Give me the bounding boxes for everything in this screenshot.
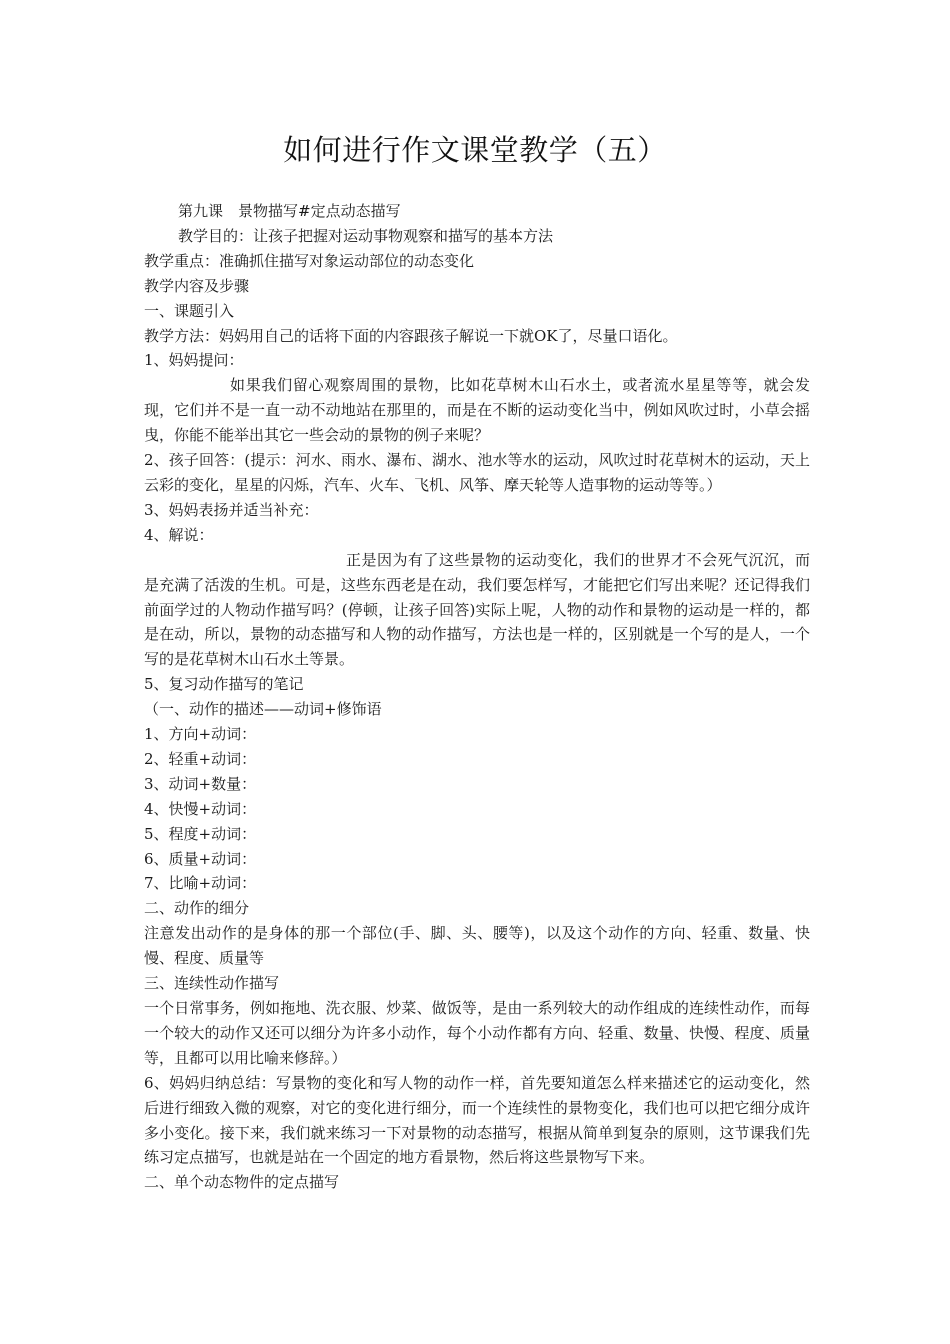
paragraph: 教学重点：准确抓住描写对象运动部位的动态变化 (144, 251, 475, 270)
paragraph: 4、解说： (144, 525, 214, 544)
list-item: 2、轻重+动词： (144, 749, 257, 768)
section-heading: 三、连续性动作描写 (144, 974, 280, 993)
paragraph: 2、孩子回答：(提示：河水、雨水、瀑布、湖水、池水等水的运动，风吹过时花草树木的运动，天上云彩的变化，星星的闪烁，汽车、火车、飞机、风筝、摩天轮等人造事物的运动等等。） (144, 451, 810, 494)
paragraph: 教学内容及步骤 (144, 276, 250, 295)
paragraph: 正是因为有了这些景物的运动变化，我们的世界才不会死气沉沉，而是充满了活泼的生机。可是，这些东西老是在动，我们要怎样写，才能把它们写出来呢？还记得我们前面学过的人物动作描写吗？(停顿，让孩子回答)实际上呢，人物的动作和景物的运动是一样的，都是在动，所以，景物的动态描写和人物的动作描写，方法也是一样的，区别就是一个写的是人，一个写的是花草树木山石水土等景。 (144, 550, 810, 669)
list-item: 7、比喻+动词： (144, 874, 257, 893)
document-body (144, 199, 810, 1195)
paragraph: 注意发出动作的是身体的那一个部位(手、脚、头、腰等)，以及这个动作的方向、轻重、数量、快慢、程度、质量等 (144, 924, 810, 968)
lesson-heading: 第九课 景物描写#定点动态描写 (178, 202, 401, 220)
list-item: 6、质量+动词： (144, 849, 257, 868)
list-item: 4、快慢+动词： (144, 799, 257, 818)
list-item: 1、方向+动词： (144, 725, 257, 744)
paragraph: 3、妈妈表扬并适当补充： (144, 500, 319, 519)
document-title: 如何进行作文课堂教学（五） (283, 133, 667, 167)
paragraph: 1、妈妈提问： (144, 351, 244, 370)
paragraph: 如果我们留心观察周围的景物，比如花草树木山石水土，或者流水星星等等，就会发现，它们并不是一直一动不动地站在那里的，而是在不断的运动变化当中，例如风吹过时，小草会摇曳，你能不能举出其它一些会动的景物的例子来呢？ (144, 376, 810, 445)
paragraph: （一、动作的描述——动词+修饰语 (144, 700, 382, 719)
section-heading: 二、单个动态物件的定点描写 (144, 1173, 340, 1192)
paragraph: 教学方法：妈妈用自己的话将下面的内容跟孩子解说一下就OK了，尽量口语化。 (144, 326, 678, 345)
list-item: 5、程度+动词： (144, 824, 257, 843)
paragraph: 教学目的：让孩子把握对运动事物观察和描写的基本方法 (178, 226, 554, 245)
paragraph: 一个日常事务，例如拖地、洗衣服、炒菜、做饭等，是由一系列较大的动作组成的连续性动作，而每一个较大的动作又还可以细分为许多小动作，每个小动作都有方向、轻重、数量、快慢、程度、质量等，且都可以用比喻来修辞。） (144, 999, 810, 1067)
section-heading: 二、动作的细分 (144, 899, 250, 918)
paragraph: 6、妈妈归纳总结：写景物的变化和写人物的动作一样，首先要知道怎么样来描述它的运动变化，然后进行细致入微的观察，对它的变化进行细分，而一个连续性的景物变化，我们也可以把它细分成许多小变化。接下来，我们就来练习一下对景物的动态描写，根据从简单到复杂的原则，这节课我们先练习定点描写，也就是站在一个固定的地方看景物，然后将这些景物写下来。 (144, 1073, 810, 1167)
section-heading: 一、课题引入 (144, 301, 235, 320)
list-item: 3、动词+数量： (144, 774, 257, 793)
paragraph: 5、复习动作描写的笔记 (144, 675, 304, 694)
